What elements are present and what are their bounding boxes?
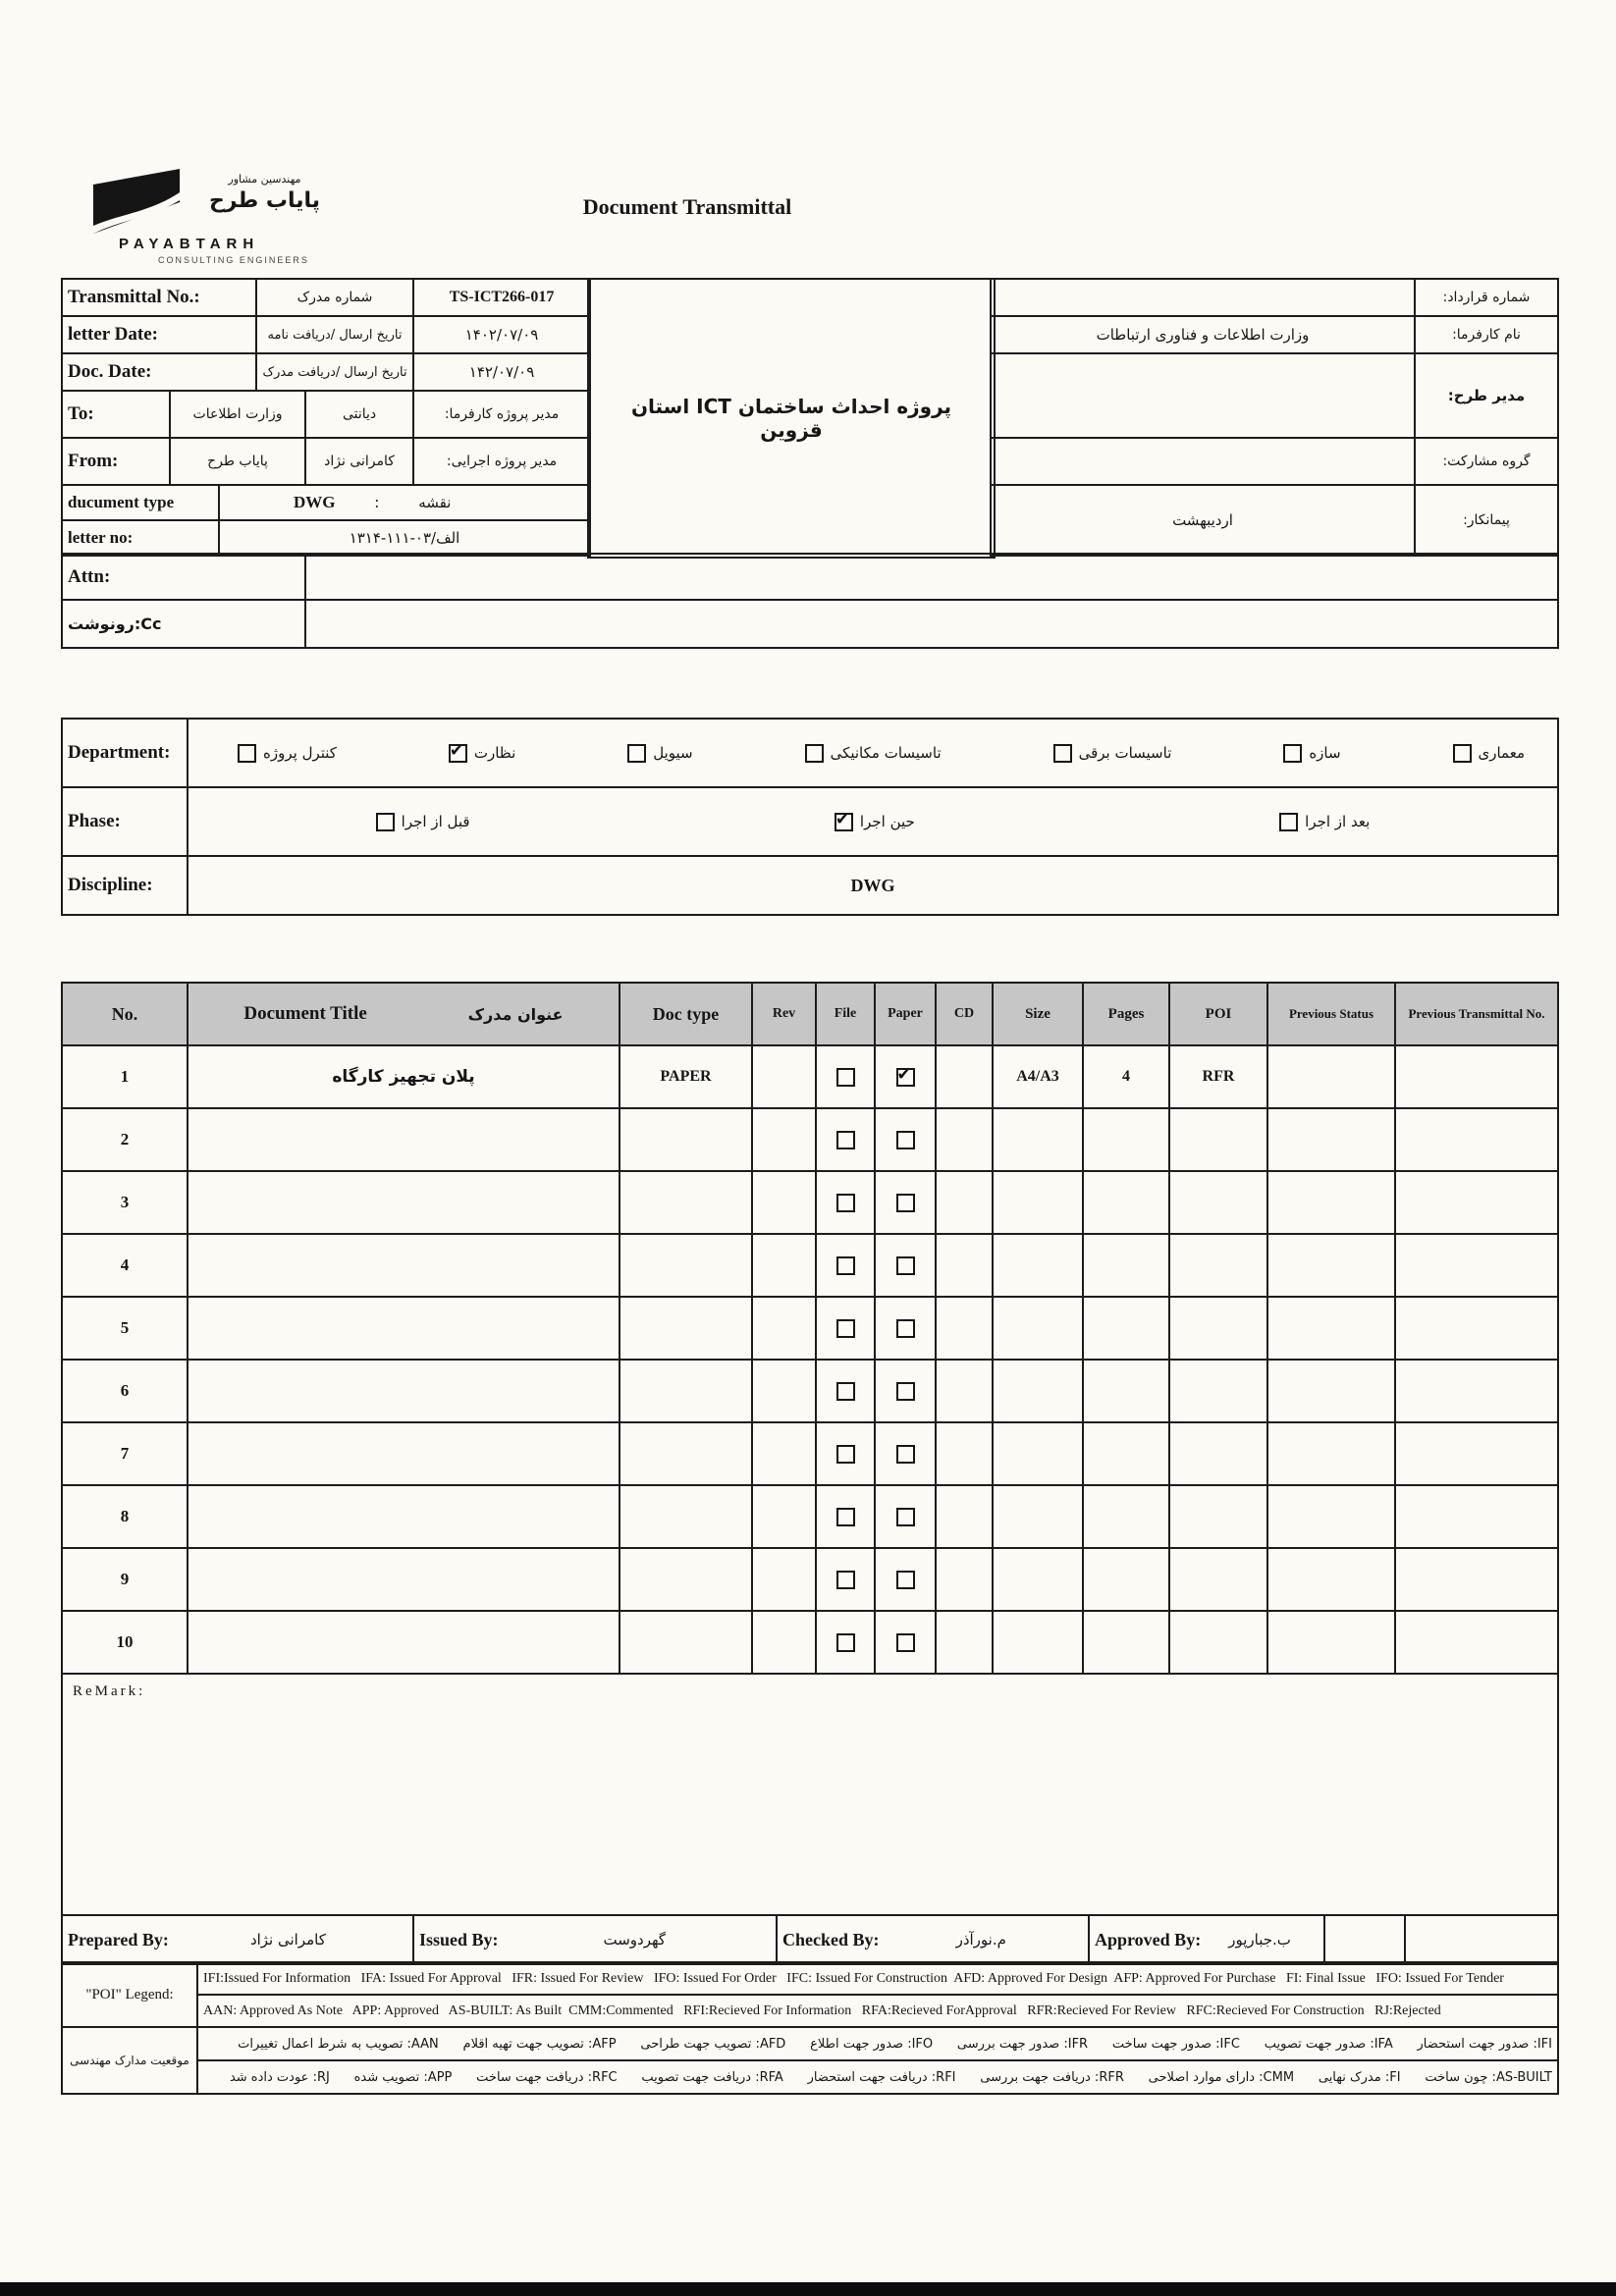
remark-cell [62, 1674, 1558, 1915]
doc-row-pages [1083, 1297, 1169, 1360]
poi-legend-label: "POI" Legend: [62, 1962, 197, 2027]
doc-row-title [188, 1548, 619, 1611]
doc-row-prev-status [1267, 1485, 1395, 1548]
from-label: From: [62, 438, 170, 485]
doc-row-file-checkbox[interactable] [836, 1068, 855, 1087]
doc-row-paper-checkbox[interactable] [896, 1068, 915, 1087]
doc-row-paper-checkbox[interactable] [896, 1131, 915, 1149]
checked-by-label: Checked By: [782, 1929, 880, 1949]
issued-by-label: Issued By: [419, 1929, 499, 1949]
header-cd: CD [936, 983, 993, 1045]
department-checkbox[interactable] [805, 744, 824, 763]
doc-row-number: 8 [62, 1485, 188, 1548]
design-manager-value [991, 353, 1415, 438]
doc-row-poi: RFR [1169, 1045, 1267, 1108]
contract-no-label: شماره قرارداد: [1415, 279, 1558, 316]
department-option-label: سیویل [653, 744, 693, 762]
remark-label: ReMark: [73, 1683, 146, 1699]
phase-option [835, 813, 915, 831]
phase-option [376, 813, 470, 831]
fa-legend-line1: IFI: صدور جهت استحضار IFA: صدور جهت تصویب IFC: صدور جهت ساخت IFR: صدور جهت بررسی IFO: صدور جهت اطلاع AFD: تصویب جهت طراحی AFP: تصویب جهت تهیه اقلام AAN: تصویب به شرط اعمال تغییرات [197, 2027, 1558, 2060]
doc-row-paper-checkbox[interactable] [896, 1194, 915, 1212]
document-type-label: ducument type [62, 485, 219, 520]
doc-table-header-row [62, 983, 1558, 1045]
doc-row-cell [816, 1045, 875, 1108]
department-option [627, 744, 692, 763]
doc-row-cell [816, 1171, 875, 1234]
doc-row-title [188, 1611, 619, 1674]
doc-row-pages [1083, 1108, 1169, 1171]
doc-row-pages [1083, 1360, 1169, 1422]
doc-row-number: 5 [62, 1297, 188, 1360]
checked-by-cell [777, 1915, 1089, 1964]
doc-row-cell [816, 1360, 875, 1422]
logo-brand-subtitle: CONSULTING ENGINEERS [158, 255, 309, 265]
transmittal-no-label: Transmittal No.: [62, 279, 256, 316]
header-size: Size [993, 983, 1083, 1045]
doc-row-title [188, 1234, 619, 1297]
doc-row-cd [936, 1548, 993, 1611]
doc-row-rev [752, 1297, 816, 1360]
doc-row-pages [1083, 1422, 1169, 1485]
department-checkbox[interactable] [1453, 744, 1472, 763]
doc-row-cell [875, 1108, 936, 1171]
doc-row-prev-transmittal [1395, 1548, 1558, 1611]
letter-no-label: letter no: [62, 520, 219, 556]
doc-row-cell [875, 1422, 936, 1485]
doc-row-number: 2 [62, 1108, 188, 1171]
department-checkbox[interactable] [1283, 744, 1302, 763]
department-option [1053, 744, 1172, 763]
doc-row-file-checkbox[interactable] [836, 1571, 855, 1589]
doc-row-cd [936, 1485, 993, 1548]
header-no: No. [62, 983, 188, 1045]
doc-row-cell [816, 1485, 875, 1548]
exec-pm-label: مدیر پروژه اجرایی: [413, 438, 590, 485]
issued-by-cell [413, 1915, 777, 1964]
doc-row-rev [752, 1485, 816, 1548]
approved-by-label: Approved By: [1095, 1929, 1202, 1949]
signature-table [61, 1914, 1559, 1965]
doc-row-prev-status [1267, 1611, 1395, 1674]
department-option-label: تاسیسات برقی [1078, 744, 1172, 762]
document-type-value-cell [219, 485, 590, 520]
header-prev-status: Previous Status [1267, 983, 1395, 1045]
doc-row-cell [875, 1548, 936, 1611]
doc-table-row [62, 1297, 1558, 1360]
doc-row-rev [752, 1108, 816, 1171]
logo-brand-fa-small: مهندسین مشاور [228, 173, 301, 186]
doc-row-cd [936, 1611, 993, 1674]
doc-row-doctype: PAPER [619, 1045, 752, 1108]
partner-group-value [991, 438, 1415, 485]
doc-table-row [62, 1045, 1558, 1108]
doc-row-poi [1169, 1171, 1267, 1234]
doc-row-title [188, 1171, 619, 1234]
doc-row-poi [1169, 1297, 1267, 1360]
doc-row-cd [936, 1297, 993, 1360]
doc-row-file-checkbox[interactable] [836, 1319, 855, 1338]
page-title: Document Transmittal [582, 194, 792, 219]
to-value: وزارت اطلاعات [170, 391, 305, 438]
doc-row-prev-transmittal [1395, 1422, 1558, 1485]
doc-row-size [993, 1422, 1083, 1485]
doc-row-rev [752, 1045, 816, 1108]
doc-row-poi [1169, 1422, 1267, 1485]
doc-row-title [188, 1422, 619, 1485]
doc-row-cell [875, 1234, 936, 1297]
prepared-by-label: Prepared By: [68, 1929, 169, 1949]
doc-row-poi [1169, 1548, 1267, 1611]
doc-row-number: 4 [62, 1234, 188, 1297]
doc-row-cell [816, 1548, 875, 1611]
letter-date-label: letter Date: [62, 316, 256, 353]
header-pages: Pages [1083, 983, 1169, 1045]
department-label: Department: [62, 719, 188, 787]
phase-checkbox[interactable] [835, 813, 853, 831]
company-logo [93, 165, 358, 267]
poi-legend-line1: IFI:Issued For Information IFA: Issued For Approval IFR: Issued For Review IFO: Issued For Order IFC: Issued For Construction AFD: Approved For Design AFP: Approved For Purchase FI: Final Issue IFO: Issued For Tender [197, 1962, 1558, 1995]
discipline-value: DWG [188, 856, 1558, 915]
doc-row-prev-transmittal [1395, 1297, 1558, 1360]
department-option [1453, 744, 1526, 763]
prepared-by-cell [62, 1915, 413, 1964]
doc-table-row [62, 1422, 1558, 1485]
doc-row-prev-transmittal [1395, 1360, 1558, 1422]
doc-row-doctype [619, 1108, 752, 1171]
doc-row-file-checkbox[interactable] [836, 1256, 855, 1275]
phase-option-label: حین اجرا [859, 813, 915, 830]
doc-table-row [62, 1171, 1558, 1234]
doc-row-number: 10 [62, 1611, 188, 1674]
doc-row-doctype [619, 1485, 752, 1548]
doc-row-rev [752, 1360, 816, 1422]
department-option-label: سازه [1309, 744, 1341, 762]
phase-options-cell [188, 787, 1558, 856]
discipline-label: Discipline: [62, 856, 188, 915]
doc-row-doctype [619, 1548, 752, 1611]
transmittal-info-table [61, 278, 591, 557]
department-checkbox[interactable] [449, 744, 467, 763]
doc-row-title [188, 1360, 619, 1422]
header-file: File [816, 983, 875, 1045]
doc-row-prev-transmittal [1395, 1485, 1558, 1548]
phase-checkbox[interactable] [1279, 813, 1298, 831]
doc-table-row [62, 1611, 1558, 1674]
doc-row-file-checkbox[interactable] [836, 1633, 855, 1652]
department-checkbox[interactable] [1053, 744, 1072, 763]
project-title-cell [587, 278, 996, 559]
doc-row-prev-transmittal [1395, 1108, 1558, 1171]
doc-row-cell [875, 1045, 936, 1108]
doc-row-cell [816, 1611, 875, 1674]
department-option-label: معماری [1478, 744, 1525, 762]
header-prev-transmittal: Previous Transmittal No. [1395, 983, 1558, 1045]
header-title-en: Document Title [243, 1003, 367, 1024]
phase-option-label: بعد از اجرا [1305, 813, 1371, 830]
cc-label: رونوشت:Cc [62, 600, 305, 648]
doc-row-cell [816, 1422, 875, 1485]
doc-row-paper-checkbox[interactable] [896, 1633, 915, 1652]
letter-date-label-fa: تاریخ ارسال /دریافت نامه [256, 316, 413, 353]
doc-row-rev [752, 1611, 816, 1674]
doc-row-file-checkbox[interactable] [836, 1508, 855, 1526]
issued-by-value: گهردوست [603, 1931, 667, 1949]
doc-row-prev-status [1267, 1360, 1395, 1422]
doc-row-doctype [619, 1422, 752, 1485]
department-option-label: نظارت [473, 744, 516, 762]
department-option [238, 744, 337, 763]
contract-info-table [990, 278, 1559, 557]
doc-row-size [993, 1485, 1083, 1548]
doc-row-poi [1169, 1108, 1267, 1171]
doc-row-cd [936, 1045, 993, 1108]
prepared-by-value: کامرانی نژاد [249, 1931, 326, 1949]
doc-row-cell [875, 1360, 936, 1422]
doc-row-poi [1169, 1234, 1267, 1297]
doc-row-cd [936, 1234, 993, 1297]
header-rev: Rev [752, 983, 816, 1045]
doc-row-size [993, 1360, 1083, 1422]
doc-row-title [188, 1297, 619, 1360]
transmittal-no-value: TS-ICT266-017 [413, 279, 590, 316]
doc-table-row [62, 1108, 1558, 1171]
doc-row-pages [1083, 1548, 1169, 1611]
department-checkbox[interactable] [238, 744, 256, 763]
scan-edge-bar [0, 2282, 1616, 2296]
header-doctype: Doc type [619, 983, 752, 1045]
signature-empty-cell [1324, 1915, 1405, 1964]
doc-row-size [993, 1297, 1083, 1360]
logo-brand-en: PAYABTARH [119, 236, 260, 252]
doc-row-size [993, 1234, 1083, 1297]
doc-row-prev-status [1267, 1234, 1395, 1297]
client-pm-label: مدیر پروژه کارفرما: [413, 391, 590, 438]
doc-row-poi [1169, 1611, 1267, 1674]
checked-by-value: م.نورآذر [955, 1931, 1006, 1949]
project-title: پروژه احداث ساختمان ICT استان قزوین [630, 395, 952, 442]
doc-row-paper-checkbox[interactable] [896, 1256, 915, 1275]
doc-row-rev [752, 1548, 816, 1611]
header-poi: POI [1169, 983, 1267, 1045]
doc-row-doctype [619, 1297, 752, 1360]
doc-row-doctype [619, 1611, 752, 1674]
doc-row-file-checkbox[interactable] [836, 1382, 855, 1401]
doc-table-row [62, 1485, 1558, 1548]
header-paper: Paper [875, 983, 936, 1045]
classification-table [61, 718, 1559, 916]
doc-row-prev-status [1267, 1422, 1395, 1485]
logo-brand-fa: پایاب طرح [208, 188, 321, 213]
document-type-fa: نقشه [418, 494, 452, 511]
doc-row-cell [875, 1297, 936, 1360]
doc-row-file-checkbox[interactable] [836, 1131, 855, 1149]
doc-row-number: 9 [62, 1548, 188, 1611]
phase-option [1279, 813, 1370, 831]
phase-label: Phase: [62, 787, 188, 856]
contract-no-value [991, 279, 1415, 316]
doc-row-cd [936, 1422, 993, 1485]
poi-legend-line2: AAN: Approved As Note APP: Approved AS-BUILT: As Built CMM:Commented RFI:Recieved For Information RFA:Recieved ForApproval RFR:Recieved For Review RFC:Recieved For Construction RJ:Rejected [197, 1995, 1558, 2027]
doc-row-prev-transmittal [1395, 1234, 1558, 1297]
doc-row-cell [816, 1297, 875, 1360]
doc-row-doctype [619, 1360, 752, 1422]
department-options-cell [188, 719, 1558, 787]
doc-row-pages [1083, 1171, 1169, 1234]
doc-row-cell [875, 1485, 936, 1548]
doc-date-label-fa: تاریخ ارسال /دریافت مدرک [256, 353, 413, 391]
doc-row-number: 7 [62, 1422, 188, 1485]
doc-row-prev-status [1267, 1297, 1395, 1360]
doc-row-paper-checkbox[interactable] [896, 1508, 915, 1526]
contractor-label: پیمانکار: [1415, 485, 1558, 556]
department-option-label: کنترل پروژه [263, 744, 337, 762]
doc-row-number: 6 [62, 1360, 188, 1422]
client-name-value: وزارت اطلاعات و فناوری ارتباطات [991, 316, 1415, 353]
document-type-colon: : [374, 493, 380, 511]
doc-row-size [993, 1108, 1083, 1171]
fa-legend-label: موقعیت مدارک مهندسی [62, 2027, 197, 2094]
approved-by-value: ب.جبارپور [1228, 1931, 1291, 1949]
header-title [188, 983, 619, 1045]
doc-row-cd [936, 1360, 993, 1422]
to-person: دیانتی [305, 391, 413, 438]
from-value: پایاب طرح [170, 438, 305, 485]
doc-row-size: A4/A3 [993, 1045, 1083, 1108]
attn-cc-table [61, 553, 1559, 649]
department-checkbox[interactable] [627, 744, 646, 763]
doc-row-prev-transmittal [1395, 1045, 1558, 1108]
doc-row-pages: 4 [1083, 1045, 1169, 1108]
doc-row-size [993, 1548, 1083, 1611]
doc-row-prev-transmittal [1395, 1171, 1558, 1234]
doc-row-paper-checkbox[interactable] [896, 1571, 915, 1589]
doc-table-row [62, 1360, 1558, 1422]
signature-empty-cell-2 [1405, 1915, 1558, 1964]
doc-row-size [993, 1611, 1083, 1674]
document-list-table [61, 982, 1559, 1916]
attn-label: Attn: [62, 554, 305, 600]
document-type-value: DWG [294, 493, 336, 511]
header-title-fa: عنوان مدرک [467, 1004, 564, 1024]
doc-row-cell [875, 1611, 936, 1674]
doc-date-value: ۱۴۲/۰۷/۰۹ [413, 353, 590, 391]
doc-row-file-checkbox[interactable] [836, 1194, 855, 1212]
legend-table [61, 1961, 1559, 2095]
doc-row-prev-status [1267, 1108, 1395, 1171]
phase-options [193, 813, 1552, 831]
doc-row-pages [1083, 1611, 1169, 1674]
doc-row-paper-checkbox[interactable] [896, 1445, 915, 1464]
department-option-label: تاسیسات مکانیکی [830, 744, 942, 762]
doc-row-number: 3 [62, 1171, 188, 1234]
doc-table-row [62, 1234, 1558, 1297]
letter-no-value: ۱۳۱۴-۱۱۱-۰۳/الف [219, 520, 590, 556]
doc-row-paper-checkbox[interactable] [896, 1319, 915, 1338]
transmittal-no-label-fa: شماره مدرک [256, 279, 413, 316]
department-option [805, 744, 942, 763]
doc-row-doctype [619, 1234, 752, 1297]
client-name-label: نام کارفرما: [1415, 316, 1558, 353]
attn-value [305, 554, 1558, 600]
doc-row-prev-status [1267, 1045, 1395, 1108]
doc-row-number: 1 [62, 1045, 188, 1108]
design-manager-label: مدیر طرح: [1415, 353, 1558, 438]
doc-row-prev-status [1267, 1171, 1395, 1234]
logo-mark-icon [93, 169, 180, 234]
doc-row-cd [936, 1171, 993, 1234]
transmittal-header-section [61, 278, 1557, 647]
doc-row-title [188, 1108, 619, 1171]
doc-row-title: پلان تجهیز کارگاه [188, 1045, 619, 1108]
doc-row-rev [752, 1234, 816, 1297]
doc-row-prev-status [1267, 1548, 1395, 1611]
doc-row-title [188, 1485, 619, 1548]
remark-row [62, 1674, 1558, 1915]
from-person: کامرانی نژاد [305, 438, 413, 485]
cc-value [305, 600, 1558, 648]
doc-row-rev [752, 1171, 816, 1234]
letter-date-value: ۱۴۰۲/۰۷/۰۹ [413, 316, 590, 353]
approved-by-cell [1089, 1915, 1324, 1964]
partner-group-label: گروه مشارکت: [1415, 438, 1558, 485]
phase-checkbox[interactable] [376, 813, 395, 831]
doc-row-paper-checkbox[interactable] [896, 1382, 915, 1401]
phase-option-label: قبل از اجرا [401, 813, 470, 830]
doc-row-cell [816, 1234, 875, 1297]
doc-row-doctype [619, 1171, 752, 1234]
doc-row-pages [1083, 1485, 1169, 1548]
fa-legend-line2: AS-BUILT: چون ساخت FI: مدرک نهایی CMM: دارای موارد اصلاحی RFR: دریافت جهت بررسی RFI: دریافت جهت استحضار RFA: دریافت جهت تصویب RFC: دریافت جهت ساخت APP: تصویب شده RJ: عودت داده شد [197, 2060, 1558, 2094]
doc-row-poi [1169, 1360, 1267, 1422]
doc-row-rev [752, 1422, 816, 1485]
department-option [449, 744, 515, 763]
doc-row-prev-transmittal [1395, 1611, 1558, 1674]
department-options [193, 744, 1552, 763]
doc-table-row [62, 1548, 1558, 1611]
doc-row-cell [875, 1171, 936, 1234]
doc-row-size [993, 1171, 1083, 1234]
doc-row-cell [816, 1108, 875, 1171]
doc-row-file-checkbox[interactable] [836, 1445, 855, 1464]
to-label: To: [62, 391, 170, 438]
doc-row-pages [1083, 1234, 1169, 1297]
contractor-value: اردیبهشت [991, 485, 1415, 556]
doc-date-label: Doc. Date: [62, 353, 256, 391]
doc-row-poi [1169, 1485, 1267, 1548]
department-option [1283, 744, 1340, 763]
doc-row-cd [936, 1108, 993, 1171]
